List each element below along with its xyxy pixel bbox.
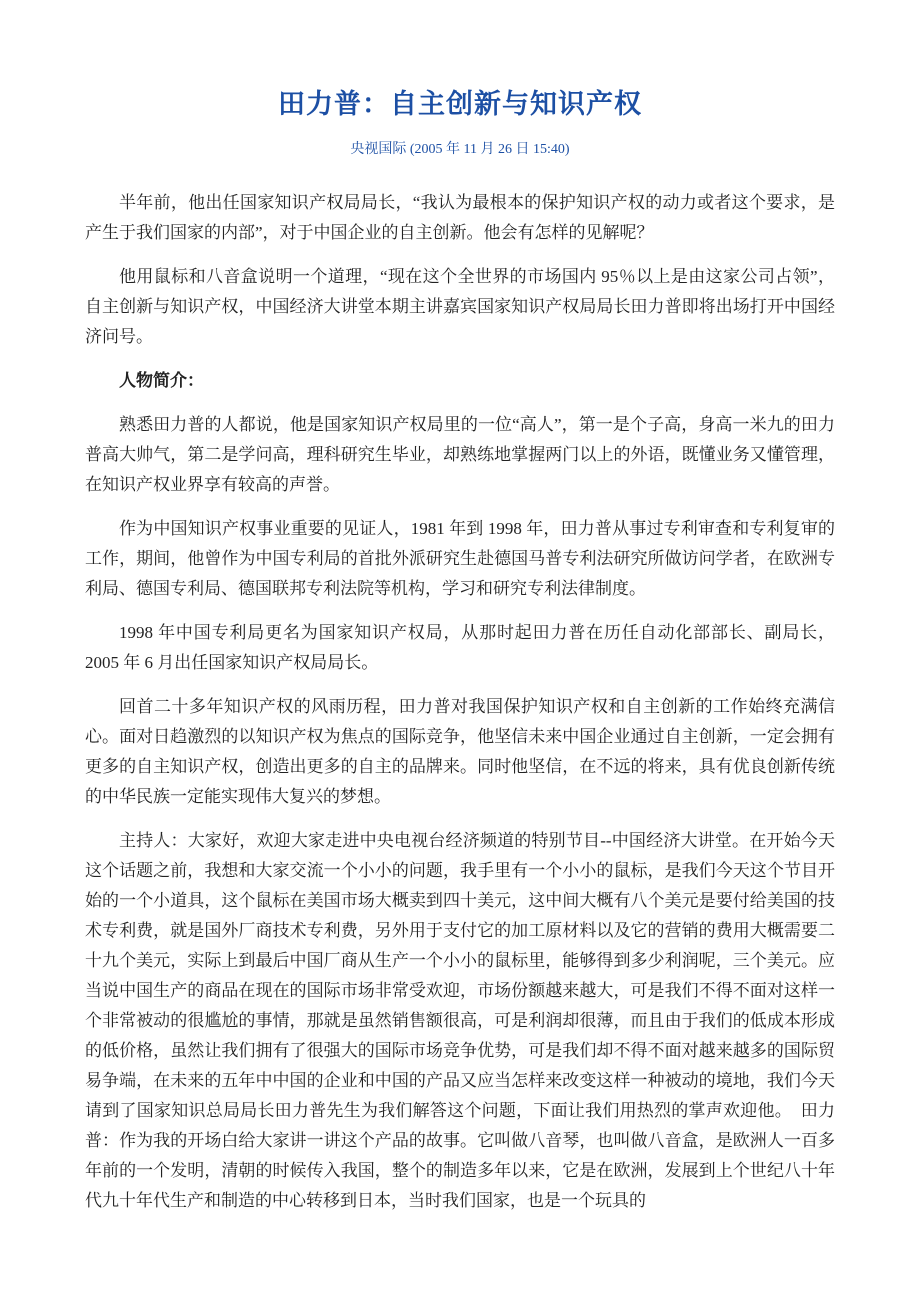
article-paragraph: 熟悉田力普的人都说，他是国家知识产权局里的一位“高人”，第一是个子高，身高一米九的田力普高大帅气，第二是学问高，理科研究生毕业，却熟练地掌握两门以上的外语，既懂业务又懂管理，在知识产权业界享有较高的声誉。 (85, 415, 835, 494)
article-body (85, 188, 835, 1216)
transcript-paragraph: 主持人：大家好，欢迎大家走进中央电视台经济频道的特别节目--中国经济大讲堂。在开始今天这个话题之前，我想和大家交流一个小小的问题，我手里有一个小小的鼠标，是我们今天这个节目开始的一个小道具，这个鼠标在美国市场大概卖到四十美元，这中间大概有八个美元是要付给美国的技术专利费，就是国外厂商技术专利费，另外用于支付它的加工原材料以及它的营销的费用大概需要二十九个美元，实际上到最后中国厂商从生产一个小小的鼠标里，能够得到多少利润呢，三个美元。应当说中国生产的商品在现在的国际市场非常受欢迎，市场份额越来越大，可是我们不得不面对这样一个非常被动的很尴尬的事情，那就是虽然销售额很高，可是利润却很薄，而且由于我们的低成本形成的低价格，虽然让我们拥有了很强大的国际市场竞争优势，可是我们却不得不面对越来越多的国际贸易争端，在未来的五年中中国的企业和中国的产品又应当怎样来改变这样一种被动的境地，我们今天请到了国家知识总局局长田力普先生为我们解答这个问题，下面让我们用热烈的掌声欢迎他。 田力普：作为我的开场白给大家讲一讲这个产品的故事。它叫做八音琴，也叫做八音盒，是欧洲人一百多年前的一个发明，清朝的时候传入我国，整个的制造多年以来，它是在欧洲，发展到上个世纪八十年代九十年代生产和制造的中心转移到日本，当时我们国家，也是一个玩具的 (85, 831, 835, 1210)
article-paragraph: 作为中国知识产权事业重要的见证人，1981 年到 1998 年，田力普从事过专利审查和专利复审的工作，期间，他曾作为中国专利局的首批外派研究生赴德国马普专利法研究所做访问学者，在欧洲专利局、德国专利局、德国联邦专利法院等机构，学习和研究专利法律制度。 (85, 519, 835, 598)
article-paragraph: 回首二十多年知识产权的风雨历程，田力普对我国保护知识产权和自主创新的工作始终充满信心。面对日趋激烈的以知识产权为焦点的国际竞争，他坚信未来中国企业通过自主创新，一定会拥有更多的自主知识产权，创造出更多的自主的品牌来。同时他坚信，在不远的将来，具有优良创新传统的中华民族一定能实现伟大复兴的梦想。 (85, 697, 835, 806)
article-paragraph: 1998 年中国专利局更名为国家知识产权局，从那时起田力普在历任自动化部部长、副局长，2005 年 6 月出任国家知识产权局局长。 (85, 623, 835, 672)
article-paragraph: 他用鼠标和八音盒说明一个道理，“现在这个全世界的市场国内 95％以上是由这家公司占领”，自主创新与知识产权，中国经济大讲堂本期主讲嘉宾国家知识产权局局长田力普即将出场打开中国经济问号。 (85, 267, 835, 346)
article-paragraph: 半年前，他出任国家知识产权局局长，“我认为最根本的保护知识产权的动力或者这个要求，是产生于我们国家的内部”，对于中国企业的自主创新。他会有怎样的见解呢？ (85, 193, 835, 242)
source-and-date-line: 央视国际 (2005 年 11 月 26 日 15:40) (350, 142, 570, 157)
article-title: 田力普：自主创新与知识产权 (278, 89, 642, 119)
profile-section-heading: 人物简介： (119, 371, 204, 390)
